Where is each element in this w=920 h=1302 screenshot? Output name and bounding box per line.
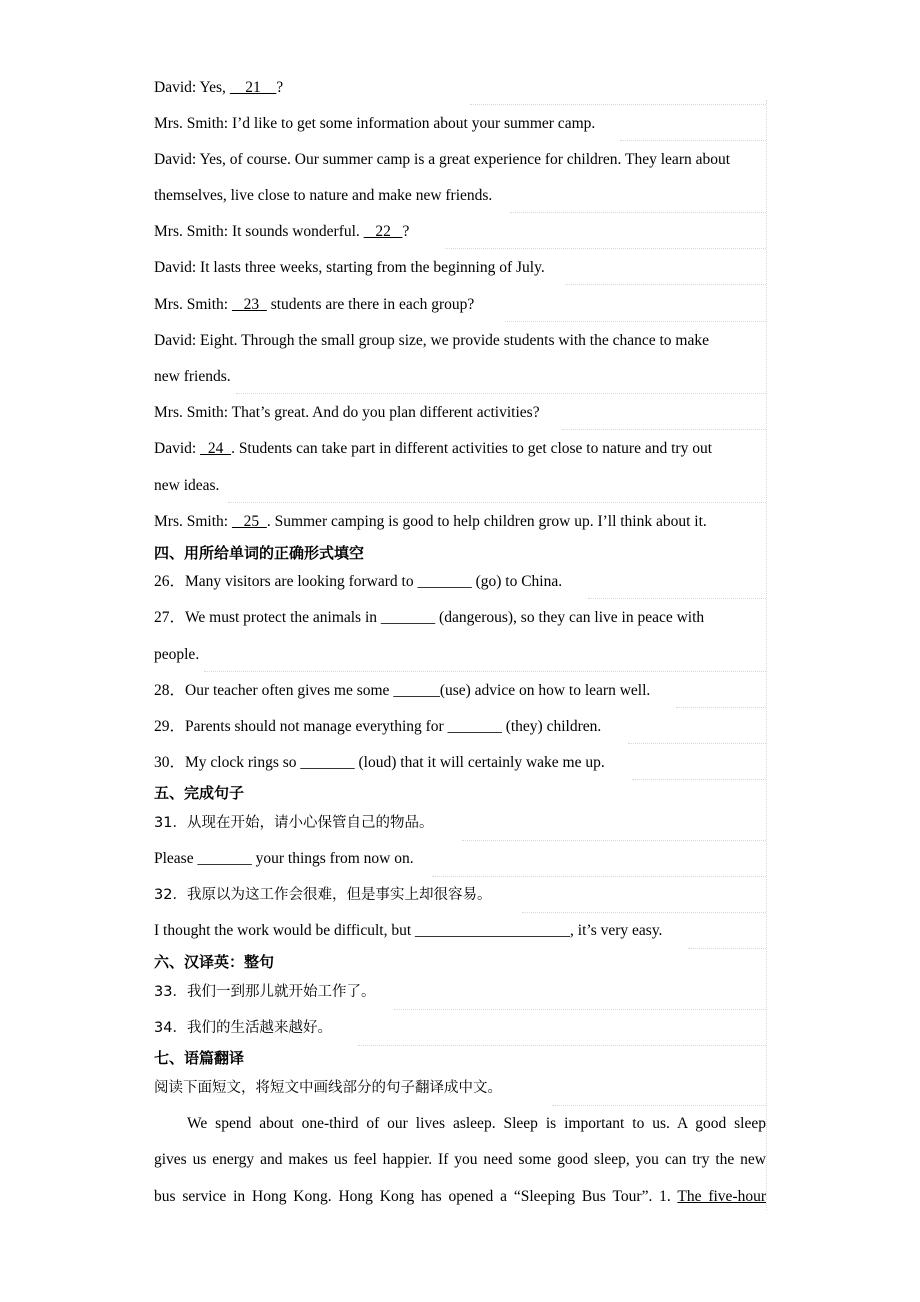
rule-guide	[432, 876, 766, 877]
speaker-text: David: Yes,	[154, 79, 230, 96]
dialogue-line-22	[154, 222, 409, 242]
rule-guide	[562, 429, 766, 430]
question-hint: (loud) that it will certainly wake me up.	[354, 754, 605, 771]
question-28	[154, 681, 650, 701]
question-32	[154, 921, 662, 941]
dialogue-line-23	[154, 295, 474, 315]
line-tail: . Summer camping is good to help children grow up. I’ll think about it.	[266, 513, 707, 530]
rule-guide	[510, 212, 766, 213]
question-30	[154, 753, 605, 773]
question-31-chinese: 31．从现在开始，请小心保管自己的物品。	[154, 815, 434, 831]
rule-guide	[505, 321, 766, 322]
answer-blank-28[interactable]: ______	[393, 682, 440, 699]
rule-guide	[676, 707, 766, 708]
rule-guide	[688, 948, 766, 949]
question-31	[154, 849, 414, 869]
rule-guide	[204, 671, 766, 672]
passage-line-2: gives us energy and makes us feel happier. If you need some good sleep, you can try the new	[154, 1151, 766, 1168]
line-tail: . Students can take part in different activities to get close to nature and try out	[231, 440, 712, 457]
question-text: 27．We must protect the animals in	[154, 609, 381, 626]
answer-blank-23: 23	[231, 296, 267, 313]
rule-guide	[394, 1009, 766, 1010]
question-32-chinese: 32．我原以为这工作会很难，但是事实上却很容易。	[154, 887, 492, 903]
question-text: I thought the work would be difficult, but	[154, 922, 416, 939]
answer-blank-26[interactable]: _______	[417, 573, 472, 590]
question-text: Please	[154, 850, 198, 867]
passage-line-3	[154, 1187, 766, 1207]
section-6-title: 六、汉译英：整句	[154, 953, 275, 971]
rule-guide	[358, 1045, 766, 1046]
rule-guide	[470, 104, 766, 105]
speaker-text: David:	[154, 440, 201, 457]
answer-blank-22: 22	[363, 223, 403, 240]
dialogue-line-25	[154, 512, 707, 532]
question-33: 33．我们一到那儿就开始工作了。	[154, 984, 376, 1000]
underlined-sentence-1: The five-hour	[677, 1188, 766, 1205]
rule-guide	[565, 284, 766, 285]
section-7-title: 七、语篇翻译	[154, 1049, 245, 1067]
passage-text: bus service in Hong Kong. Hong Kong has opened a “Sleeping Bus Tour”. 1.	[154, 1188, 678, 1205]
dialogue-line: themselves, live close to nature and make new friends.	[154, 187, 493, 204]
margin-guide	[766, 100, 767, 1210]
rule-guide	[462, 840, 766, 841]
question-26	[154, 572, 562, 592]
dialogue-line: Mrs. Smith: That’s great. And do you plan different activities?	[154, 404, 540, 421]
question-text: 28．Our teacher often gives me some	[154, 682, 394, 699]
line-tail: ?	[276, 79, 284, 96]
answer-blank-21: 21	[229, 79, 277, 96]
line-tail: ?	[402, 223, 410, 240]
section-7-instruction: 阅读下面短文，将短文中画线部分的句子翻译成中文。	[154, 1080, 502, 1096]
dialogue-line: David: Yes, of course. Our summer camp is a great experience for children. They learn about	[154, 151, 731, 168]
question-text: 29．Parents should not manage everything for	[154, 718, 448, 735]
dialogue-line-21	[154, 78, 283, 98]
rule-guide	[236, 393, 766, 394]
question-34: 34．我们的生活越来越好。	[154, 1020, 332, 1036]
question-29	[154, 717, 601, 737]
rule-guide	[620, 140, 766, 141]
answer-blank-27[interactable]: _______	[380, 609, 436, 626]
question-hint: (dangerous), so they can live in peace with	[435, 609, 705, 626]
speaker-text: Mrs. Smith:	[154, 296, 232, 313]
question-text: 26．Many visitors are looking forward to	[154, 573, 418, 590]
section-5-title: 五、完成句子	[154, 784, 245, 802]
answer-blank-30[interactable]: _______	[300, 754, 355, 771]
line-tail: students are there in each group?	[266, 296, 475, 313]
rule-guide	[522, 912, 766, 913]
question-hint: (use) advice on how to learn well.	[439, 682, 651, 699]
dialogue-line: David: It lasts three weeks, starting from the beginning of July.	[154, 259, 545, 276]
rule-guide	[628, 743, 766, 744]
rule-guide	[552, 1105, 766, 1106]
answer-blank-32[interactable]: ____________________	[415, 922, 571, 939]
dialogue-line: new ideas.	[154, 477, 220, 494]
speaker-text: Mrs. Smith: It sounds wonderful.	[154, 223, 364, 240]
question-hint: (go) to China.	[471, 573, 563, 590]
speaker-text: Mrs. Smith:	[154, 513, 232, 530]
question-hint: (they) children.	[501, 718, 602, 735]
answer-blank-31[interactable]: _______	[197, 850, 252, 867]
question-27-continued: people.	[154, 646, 200, 663]
dialogue-line: new friends.	[154, 368, 231, 385]
question-text: 30．My clock rings so	[154, 754, 301, 771]
answer-blank-25: 25	[231, 513, 267, 530]
dialogue-line-24	[154, 439, 712, 459]
rule-guide	[632, 779, 766, 780]
rule-guide	[445, 248, 766, 249]
question-text-tail: , it’s very easy.	[570, 922, 663, 939]
rule-guide	[588, 598, 766, 599]
section-4-title: 四、用所给单词的正确形式填空	[154, 544, 365, 562]
passage-line-1: We spend about one-third of our lives asleep. Sleep is important to us. A good sleep	[187, 1115, 766, 1132]
question-text-tail: your things from now on.	[251, 850, 414, 867]
rule-guide	[228, 502, 766, 503]
answer-blank-29[interactable]: _______	[447, 718, 502, 735]
dialogue-line: David: Eight. Through the small group size, we provide students with the chance to make	[154, 332, 710, 349]
question-27	[154, 608, 704, 628]
dialogue-line: Mrs. Smith: I’d like to get some information about your summer camp.	[154, 115, 596, 132]
answer-blank-24: 24	[200, 440, 232, 457]
